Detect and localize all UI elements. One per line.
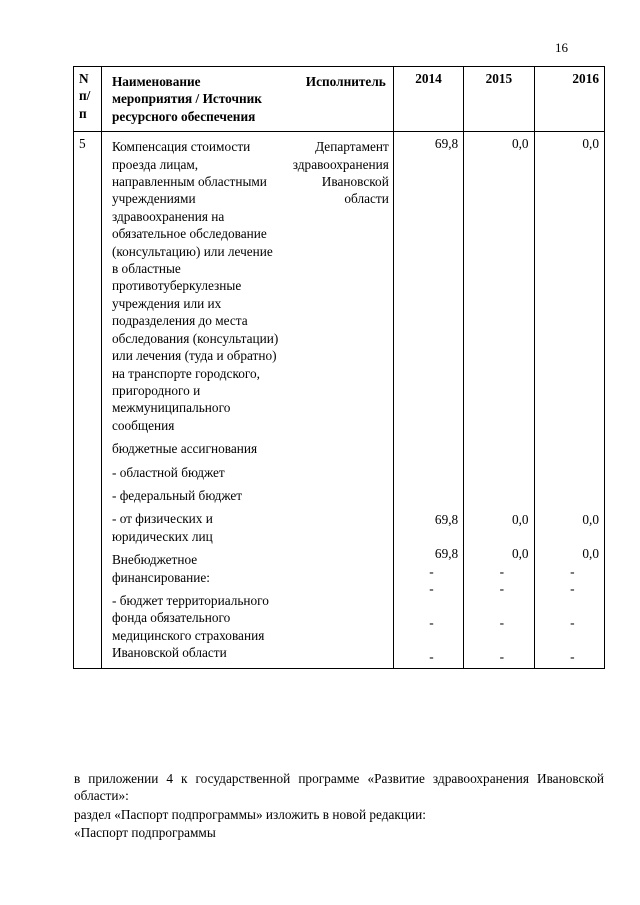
budget-2016: 0,0 (582, 512, 599, 528)
tfoms-2015: - (499, 649, 505, 665)
federal-2016: - (570, 563, 575, 579)
row-body (101, 132, 393, 669)
individuals-2014: - (429, 581, 434, 597)
executor: Департамент здравоохранения Ивановской области (292, 139, 389, 207)
header-num: N п/п (74, 67, 102, 132)
offbudget-2014: - (429, 615, 434, 631)
regional-2014: 69,8 (434, 546, 459, 562)
federal-2014: - (429, 563, 434, 579)
header-2016: 2016 (534, 67, 604, 132)
offbudget-2015: - (499, 615, 505, 631)
amendment-line-1: в приложении 4 к государственной программе «Развитие здравоохранения Ивановской области»: (74, 771, 604, 804)
amendment-line-2: раздел «Паспорт подпрограммы» изложить в новой редакции: (74, 807, 426, 822)
federal-2015: - (499, 563, 505, 579)
budget-2014: 69,8 (434, 512, 459, 528)
source-budget: бюджетные ассигнования (111, 441, 258, 457)
individuals-2016: - (570, 581, 575, 597)
page-number: 16 (555, 40, 568, 55)
table-header-row (74, 67, 605, 132)
total-2016: 0,0 (582, 136, 599, 152)
header-name-executor (101, 67, 393, 132)
total-2014: 69,8 (434, 136, 459, 152)
tfoms-2014: - (429, 649, 434, 665)
individuals-2015: - (499, 581, 505, 597)
tfoms-2016: - (570, 649, 575, 665)
header-2014: 2014 (393, 67, 463, 132)
measures-table (73, 66, 605, 669)
row-num: 5 (74, 132, 102, 669)
regional-2016: 0,0 (582, 546, 599, 562)
source-offbudget: Внебюджетное финансирование: (111, 552, 210, 585)
col-2016 (534, 132, 604, 669)
budget-2015: 0,0 (511, 512, 529, 528)
regional-2015: 0,0 (511, 546, 529, 562)
header-name: Наименование мероприятия / Источник ресурсного обеспечения (111, 74, 262, 124)
offbudget-2016: - (570, 615, 575, 631)
col-2014 (393, 132, 463, 669)
header-executor: Исполнитель (305, 74, 386, 89)
source-individuals: - от физических и юридических лиц (111, 511, 213, 544)
total-2015: 0,0 (511, 136, 529, 152)
source-federal: - федеральный бюджет (111, 487, 243, 503)
amendment-line-3: «Паспорт подпрограммы (74, 825, 216, 840)
header-2015: 2015 (464, 67, 534, 132)
measure-name: Компенсация стоимости проезда лицам, направленным областными учреждениями здравоохранения на обязательное обследование (консультацию) или лечение в областные противотуберкулезные учреждения или их подразделения до места обследования (консультации) или лечения (туда и обратно) на транспорте городского, пригородного и межмуниципального сообщения (111, 139, 279, 433)
col-2015 (464, 132, 534, 669)
source-regional: - областной бюджет (111, 464, 225, 480)
source-tfoms: - бюджет территориального фонда обязательного медицинского страхования Ивановской области (111, 592, 269, 661)
table-row (74, 132, 605, 669)
